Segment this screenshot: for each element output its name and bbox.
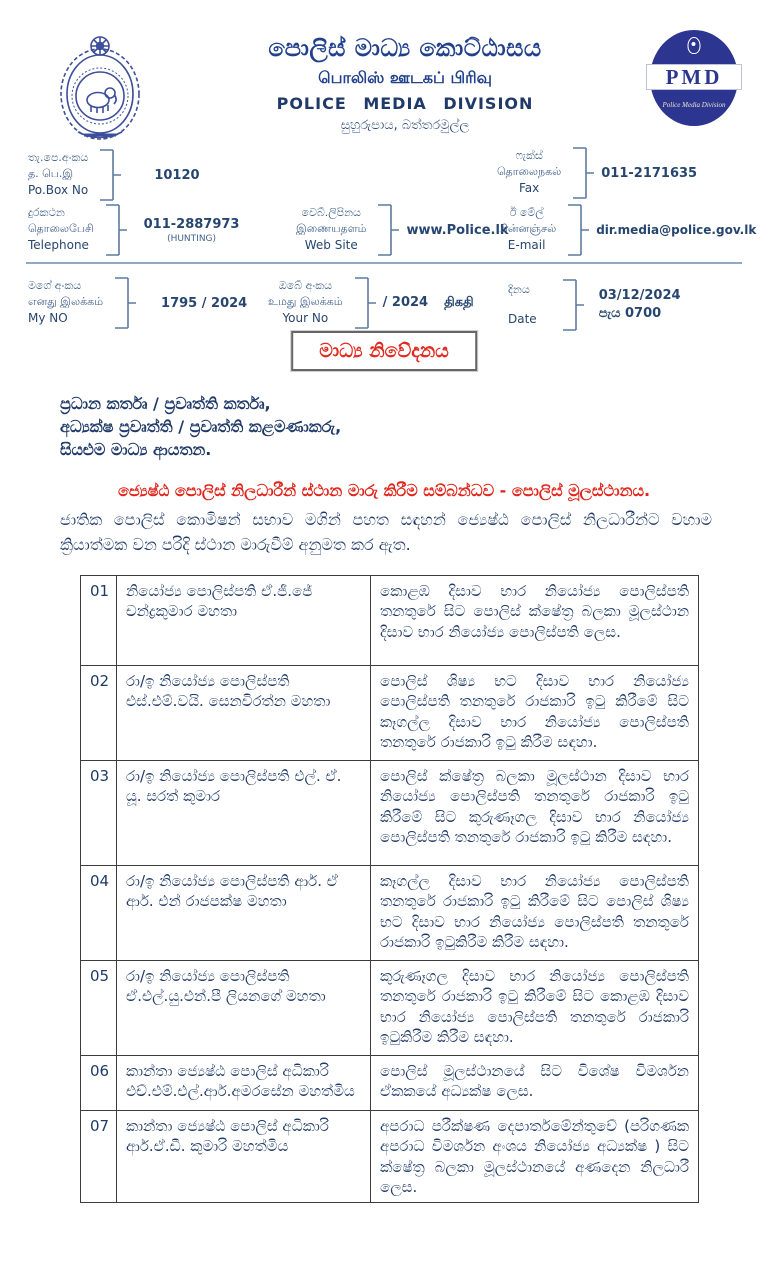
table-row bbox=[81, 961, 699, 1056]
email-value: dir.media@police.gov.lk bbox=[596, 223, 757, 237]
row-transfer: අපරාධ පරීක්ෂණ දෙපාර්තමේන්තුවේ (පරිගණක අපරාධ විමර්ශන අංශය නියෝජ්‍ය අධ්‍යක්ෂ ) සිට ක්ෂේත්‍ර බලකා මූලස්ථානයේ අණදෙන නිලධාරී ලෙස. bbox=[371, 1111, 699, 1203]
telephone-value: 011-2887973 bbox=[143, 216, 240, 232]
pmd-logo bbox=[650, 30, 738, 126]
row-transfer: කොළඹ දිසාව භාර නියෝජ්‍ය පොලිස්පති තනතුරේ සිට පොලිස් ක්ෂේත්‍ර බලකා මූලස්ථාන දිසාව භාර නියෝජ්‍ය පොලිස්පති ලෙස. bbox=[371, 576, 699, 666]
table-row bbox=[81, 666, 699, 761]
table-row bbox=[81, 1111, 699, 1203]
row-number: 03 bbox=[81, 761, 117, 866]
bracket-icon bbox=[98, 148, 122, 202]
email-label-en: E-mail bbox=[507, 238, 546, 253]
fax-labels bbox=[497, 148, 561, 197]
website-label-ta: இணையதளம் bbox=[296, 222, 367, 236]
my-no-label-si: මගේ අංකය bbox=[28, 279, 82, 293]
pmd-logo-text: PMD bbox=[665, 64, 723, 89]
row-number: 04 bbox=[81, 866, 117, 961]
table-row bbox=[81, 866, 699, 961]
your-no-date-word-tamil: திகதி bbox=[444, 295, 474, 310]
telephone-note: (HUNTING) bbox=[167, 233, 217, 244]
row-number: 07 bbox=[81, 1111, 117, 1203]
table-row bbox=[81, 761, 699, 866]
fax-field bbox=[497, 146, 697, 200]
your-no-label-ta: உமது இலக்கம் bbox=[268, 295, 343, 309]
row-officer: රා/ඉ නියෝජ්‍ය පොලිස්පති ආර්. ඒ ආර්. එන් රාජපක්ෂ මහතා bbox=[117, 866, 371, 961]
row-officer: රා/ඉ නියෝජ්‍ය පොලිස්පති එල්. ඒ. යූ. සරත් කුමාර bbox=[117, 761, 371, 866]
title-sinhala: පොලිස් මාධ්‍ය කොට්ඨාසය bbox=[268, 34, 542, 62]
addressee-block bbox=[60, 392, 341, 462]
row-officer: කාන්තා ජ්‍යෙෂ්ඨ පොලිස් අධිකාරි ආර්.ඒ.ඩී. කුමාරි මහත්මිය bbox=[117, 1111, 371, 1203]
bracket-icon bbox=[566, 203, 590, 257]
website-label-en: Web Site bbox=[304, 238, 358, 253]
your-no-field bbox=[268, 276, 474, 330]
bracket-icon bbox=[104, 203, 128, 257]
bracket-icon bbox=[113, 276, 137, 330]
row-officer: කාන්තා ජ්‍යෙෂ්ඨ පොලිස් අධිකාරි එච්.එම්.එල්.ආර්.අමරසේන මහත්මිය bbox=[117, 1056, 371, 1111]
email-label-si: ඊ මේල් bbox=[509, 206, 544, 220]
row-transfer: පොලිස් ක්ෂේත්‍ර බලකා මූලස්ථාන දිසාව භාර නියෝජ්‍ය පොලිස්පති තනතුරේ රාජකාරි ඉටු කිරීමේ සිට කුරුණෑගල දිසාව භාර නියෝජ්‍ය පොලිස්පති තනතුරේ රාජකාරි ඉටු කිරීම සඳහා. bbox=[371, 761, 699, 866]
row-transfer: කෑගල්ල දිසාව භාර නියෝජ්‍ය පොලිස්පති තනතුරේ රාජකාරි ඉටු කිරීමේ සිට පොලිස් ශිෂ්‍ය භට දිසාව භාර නියෝජ්‍ය පොලිස්පති තනතුරේ රාජකාරි ඉටුකිරීම කිරීම සඳහා. bbox=[371, 866, 699, 961]
telephone-labels bbox=[28, 205, 94, 254]
row-transfer: පොලිස් මූලස්ථානයේ සිට විශේෂ විමර්ශන ඒකකයේ අධ්‍යක්ෂ ලෙස. bbox=[371, 1056, 699, 1111]
website-label-si: වෙබ්.ලිපිනය bbox=[301, 206, 361, 220]
telephone-field bbox=[28, 203, 239, 257]
pmd-logo-subtext: Police Media Division bbox=[662, 101, 726, 109]
date-label-en: Date bbox=[508, 311, 537, 326]
row-number: 02 bbox=[81, 666, 117, 761]
row-officer: නියෝජ්‍ය පොලිස්පති ඒ.ජී.ජේ චන්ද්‍රකුමාර මහතා bbox=[117, 576, 371, 666]
addressee-line: ප්‍රධාන කර්තෘ / ප්‍රවෘත්ති කර්තෘ, bbox=[60, 394, 271, 413]
title-english: POLICE MEDIA DIVISION bbox=[276, 94, 534, 113]
website-value: www.Police.lk bbox=[406, 222, 509, 238]
pobox-labels bbox=[28, 150, 88, 199]
your-no-labels bbox=[268, 278, 343, 327]
row-number: 01 bbox=[81, 576, 117, 666]
row-transfer: පොලිස් ශිෂ්‍ය භට දිසාව භාර නියෝජ්‍ය පොලිස්පති තනතුරේ රාජකාරි ඉටු කිරීමේ සිට කෑගල්ල දිසාව භාර නියෝජ්‍ය පොලිස්පති තනතුරේ රාජකාරි ඉටු කිරීම සඳහා. bbox=[371, 666, 699, 761]
website-labels bbox=[296, 205, 366, 254]
table-row bbox=[81, 576, 699, 666]
pmd-logo-band bbox=[646, 64, 742, 90]
transfer-table-body bbox=[81, 576, 699, 1203]
my-no-label-ta: எனது இலக்கம் bbox=[28, 295, 104, 309]
fax-label-si: ෆැක්ස් bbox=[515, 149, 543, 163]
title-tamil: பொலிஸ் ஊடகப் பிரிவு bbox=[318, 68, 492, 87]
header-divider bbox=[26, 262, 742, 264]
row-transfer: කුරුණෑගල දිසාව භාර නියෝජ්‍ය පොලිස්පති තනතුරේ රාජකාරි ඉටු කිරීමේ සිට කොළඹ දිසාව භාර නියෝජ්‍ය පොලිස්පති තනතුරේ රාජකාරි ඉටුකිරීම කිරීම සඳහා. bbox=[371, 961, 699, 1056]
your-no-label-en: Your No bbox=[282, 311, 329, 326]
website-field bbox=[296, 203, 509, 257]
bracket-icon bbox=[353, 276, 377, 330]
pobox-label-en: Po.Box No bbox=[28, 183, 89, 198]
telephone-label-en: Telephone bbox=[28, 238, 89, 253]
pobox-label-si: තැ.පෙ.අංකය bbox=[28, 151, 89, 165]
your-no-number: / 2024 bbox=[382, 295, 429, 310]
telephone-label-ta: தொலைபேசி bbox=[28, 222, 94, 236]
fax-label-ta: தொலைநகல் bbox=[497, 165, 562, 179]
addressee-line: සියළුම මාධ්‍ය ආයතන. bbox=[60, 440, 212, 460]
email-label-ta: மின்னஞ்சல் bbox=[497, 222, 557, 236]
media-release-label: මාධ්‍ය නිවේදනය bbox=[319, 340, 449, 362]
row-number: 06 bbox=[81, 1056, 117, 1111]
my-no-value: 1795 / 2024 bbox=[161, 295, 248, 311]
police-crest-logo bbox=[40, 26, 160, 146]
time-value: පැය 0700 bbox=[598, 306, 662, 322]
subject-heading: ජ්‍යෙෂ්ඨ පොලිස් නිලධාරීන් ස්ථාන මාරු කිරීම සම්බන්ධව - පොලිස් මූලස්ථානය. bbox=[117, 481, 651, 500]
date-labels bbox=[508, 276, 537, 334]
bracket-icon bbox=[376, 203, 400, 257]
address-line: සුහුරුපාය, බත්තරමුල්ල bbox=[340, 118, 470, 133]
row-number: 05 bbox=[81, 961, 117, 1056]
telephone-label-si: දුරකථන bbox=[28, 206, 65, 220]
row-officer: රා/ඉ නියෝජ්‍ය පොලිස්පති එස්.එම්.වයි. සෙනවිරත්න මහතා bbox=[117, 666, 371, 761]
your-no-label-si: ඔබේ අංකය bbox=[278, 279, 333, 293]
fax-label-en: Fax bbox=[518, 181, 540, 196]
row-officer: රා/ඉ නියෝජ්‍ය පොලිස්පති ඒ.එල්.යු.එන්.පී ලියනගේ මහතා bbox=[117, 961, 371, 1056]
date-field bbox=[508, 276, 681, 334]
media-release-box bbox=[291, 331, 477, 371]
fax-value: 011-2171635 bbox=[601, 165, 698, 181]
email-labels bbox=[497, 205, 556, 254]
my-no-field bbox=[28, 276, 247, 330]
date-value: 03/12/2024 bbox=[598, 288, 681, 304]
letterhead bbox=[40, 26, 738, 146]
pobox-field bbox=[28, 148, 200, 202]
bracket-icon bbox=[561, 278, 585, 332]
pmd-logo-crest-icon bbox=[688, 37, 701, 54]
your-no-value bbox=[383, 295, 474, 311]
pobox-value: 10120 bbox=[154, 167, 200, 183]
email-field bbox=[497, 203, 756, 257]
date-label-si: දිනය bbox=[508, 283, 530, 296]
my-no-labels bbox=[28, 278, 103, 327]
transfer-table bbox=[80, 575, 699, 1203]
table-row bbox=[81, 1056, 699, 1111]
addressee-line: අධ්‍යක්ෂ ප්‍රවෘත්ති / ප්‍රවෘත්ති කළමණාකරු, bbox=[60, 417, 342, 437]
bracket-icon bbox=[571, 146, 595, 200]
letterhead-titles bbox=[160, 26, 650, 133]
pobox-label-ta: த. பெ.இ bbox=[28, 167, 74, 181]
my-no-label-en: My NO bbox=[28, 311, 68, 326]
body-paragraph: ජාතික පොලිස් කොමිෂන් සභාව මගින් පහත සඳහන් ජ්‍යෙෂ්ඨ පොලිස් නිලධාරීන්ට වහාම ක්‍රියාත්මක වන පරිදි ස්ථාන මාරුවීම් අනුමත කර ඇත. bbox=[60, 510, 712, 554]
